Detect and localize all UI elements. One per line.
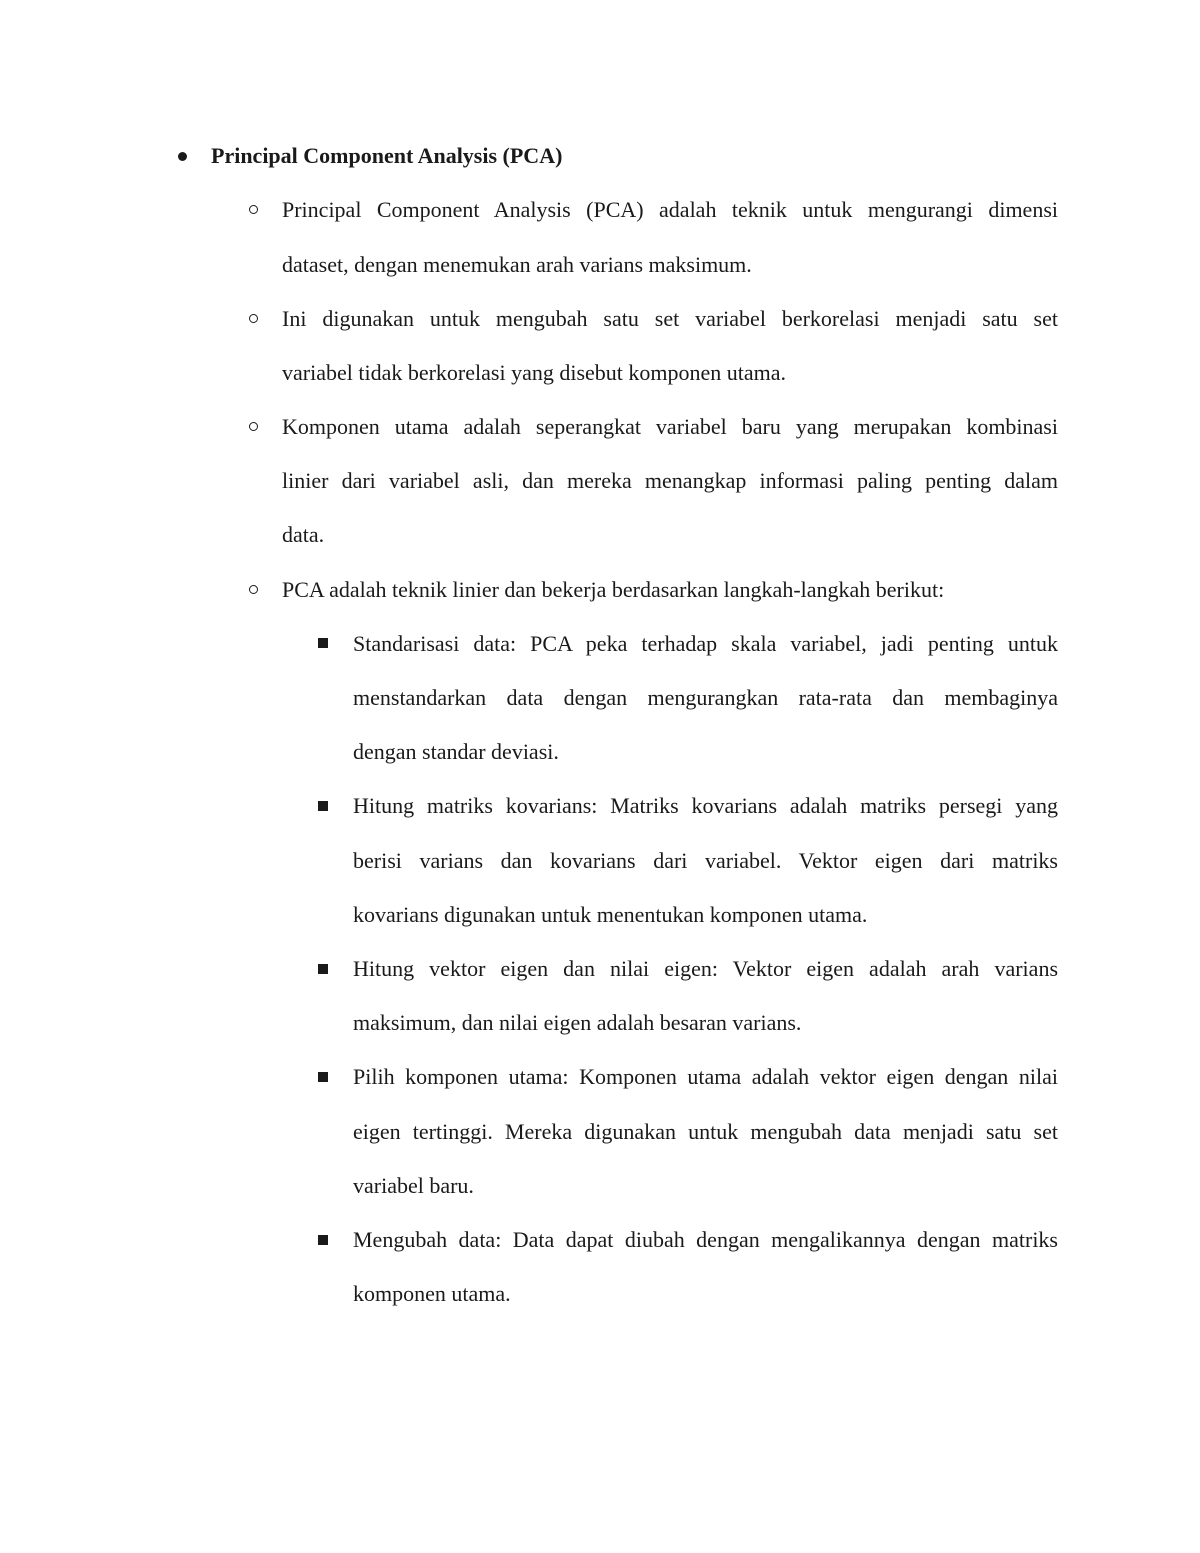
bullet-disc-icon — [178, 152, 187, 161]
step-2-line-2: berisi varians dan kovarians dari variabel. Vektor eigen dari matriks — [353, 848, 1058, 873]
step-3-line-1: Hitung vektor eigen dan nilai eigen: Vektor eigen adalah arah varians — [353, 956, 1058, 981]
bullet-circle-icon — [249, 205, 258, 214]
item-3-line-1: Komponen utama adalah seperangkat variabel baru yang merupakan kombinasi — [282, 414, 1058, 439]
bullet-square-icon — [318, 964, 328, 974]
step-3-line-2: maksimum, dan nilai eigen adalah besaran varians. — [353, 1010, 802, 1035]
item-1-line-1: Principal Component Analysis (PCA) adalah teknik untuk mengurangi dimensi — [282, 197, 1058, 222]
bullet-square-icon — [318, 801, 328, 811]
bullet-square-icon — [318, 638, 328, 648]
item-3-line-2: linier dari variabel asli, dan mereka menangkap informasi paling penting dalam — [282, 468, 1058, 493]
step-1-line-3: dengan standar deviasi. — [353, 739, 559, 764]
bullet-circle-icon — [249, 422, 258, 431]
heading-pca: Principal Component Analysis (PCA) — [211, 143, 563, 168]
item-3-line-3: data. — [282, 522, 325, 547]
step-4-line-3: variabel baru. — [353, 1173, 474, 1198]
item-2-line-2: variabel tidak berkorelasi yang disebut komponen utama. — [282, 360, 787, 385]
step-4-line-1: Pilih komponen utama: Komponen utama adalah vektor eigen dengan nilai — [353, 1064, 1058, 1089]
step-5-line-1: Mengubah data: Data dapat diubah dengan mengalikannya dengan matriks — [353, 1227, 1058, 1252]
item-4-line-1: PCA adalah teknik linier dan bekerja berdasarkan langkah-langkah berikut: — [282, 577, 945, 602]
item-1-line-2: dataset, dengan menemukan arah varians maksimum. — [282, 252, 752, 277]
bullet-square-icon — [318, 1235, 328, 1245]
step-4-line-2: eigen tertinggi. Mereka digunakan untuk mengubah data menjadi satu set — [353, 1119, 1058, 1144]
step-5-line-2: komponen utama. — [353, 1281, 511, 1306]
bullet-square-icon — [318, 1072, 328, 1082]
step-2-line-1: Hitung matriks kovarians: Matriks kovarians adalah matriks persegi yang — [353, 793, 1058, 818]
bullet-circle-icon — [249, 585, 258, 594]
step-2-line-3: kovarians digunakan untuk menentukan komponen utama. — [353, 902, 868, 927]
item-2-line-1: Ini digunakan untuk mengubah satu set variabel berkorelasi menjadi satu set — [282, 306, 1058, 331]
step-1-line-1: Standarisasi data: PCA peka terhadap skala variabel, jadi penting untuk — [353, 631, 1058, 656]
bullet-circle-icon — [249, 314, 258, 323]
step-1-line-2: menstandarkan data dengan mengurangkan rata-rata dan membaginya — [353, 685, 1058, 710]
